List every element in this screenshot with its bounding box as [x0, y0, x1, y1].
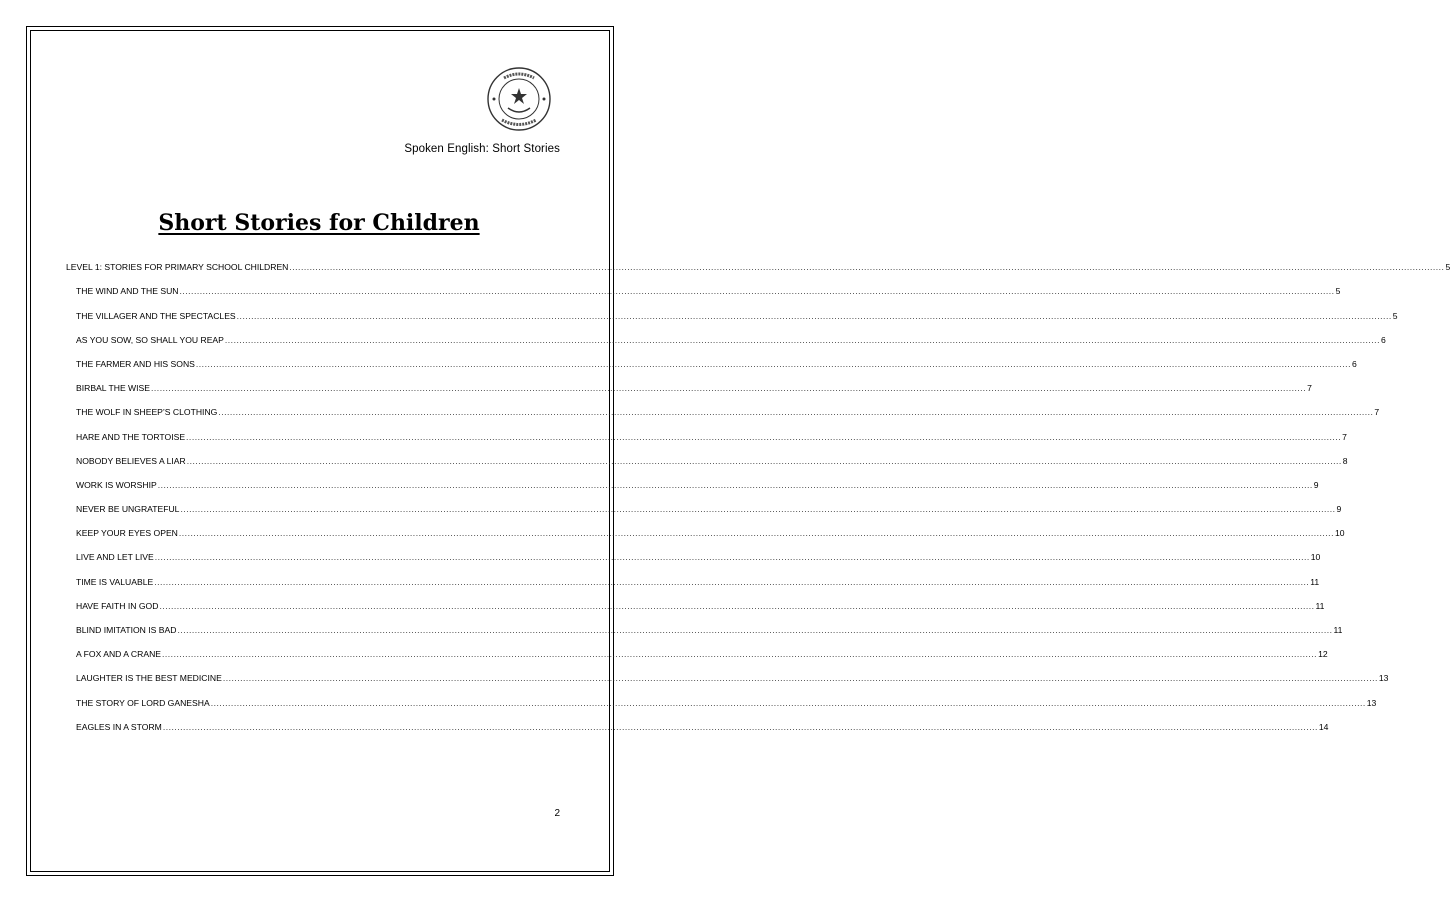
- toc-entry-label: LIVE AND LET LIVE: [76, 552, 154, 563]
- toc-dot-leader: ................................................................................................................................................................................................................................................................................................................................................................................................................: [210, 697, 1366, 708]
- toc-entry-page: 13: [1366, 697, 1377, 708]
- toc-entry-label: LAUGHTER IS THE BEST MEDICINE: [76, 673, 222, 684]
- toc-entry-page: 13: [1378, 673, 1389, 684]
- table-of-contents: [66, 250, 1450, 734]
- toc-dot-leader: ................................................................................................................................................................................................................................................................................................................................................................................................................: [162, 721, 1318, 732]
- toc-entry[interactable]: [66, 444, 1348, 468]
- page-number: 2: [554, 808, 560, 819]
- toc-entry[interactable]: [66, 274, 1341, 298]
- toc-entry[interactable]: [66, 589, 1325, 613]
- toc-entry-label: BIRBAL THE WISE: [76, 383, 151, 394]
- toc-dot-leader: ................................................................................................................................................................................................................................................................................................................................................................................................................: [154, 552, 1310, 563]
- toc-entry-page: 10: [1310, 552, 1321, 563]
- toc-dot-leader: ................................................................................................................................................................................................................................................................................................................................................................................................................: [177, 625, 1333, 635]
- toc-entry[interactable]: [66, 492, 1342, 516]
- toc-entry[interactable]: [66, 250, 1450, 274]
- toc-entry-page: 6: [1351, 358, 1357, 369]
- toc-entry-page: 6: [1380, 334, 1386, 345]
- toc-entry-label: NEVER BE UNGRATEFUL: [76, 504, 180, 515]
- toc-entry[interactable]: [66, 298, 1398, 322]
- toc-entry[interactable]: [66, 371, 1312, 395]
- toc-entry-page: 11: [1310, 576, 1320, 587]
- toc-entry-page: 10: [1334, 528, 1345, 539]
- toc-entry-label: THE VILLAGER AND THE SPECTACLES: [76, 310, 236, 321]
- toc-entry[interactable]: [66, 613, 1343, 637]
- organization-seal-logo: [486, 66, 552, 132]
- toc-dot-leader: ................................................................................................................................................................................................................................................................................................................................................................................................................: [157, 479, 1313, 490]
- toc-dot-leader: ................................................................................................................................................................................................................................................................................................................................................................................................................: [289, 262, 1445, 273]
- toc-entry-label: THE WIND AND THE SUN: [76, 286, 179, 297]
- toc-entry-label: TIME IS VALUABLE: [76, 576, 154, 587]
- toc-dot-leader: ................................................................................................................................................................................................................................................................................................................................................................................................................: [151, 383, 1307, 394]
- toc-entry-label: THE STORY OF LORD GANESHA: [76, 697, 210, 708]
- toc-entry-page: 5: [1392, 310, 1398, 321]
- toc-entry-label: KEEP YOUR EYES OPEN: [76, 528, 178, 539]
- toc-dot-leader: ................................................................................................................................................................................................................................................................................................................................................................................................................: [218, 407, 1374, 418]
- toc-entry-label: NOBODY BELIEVES A LIAR: [76, 455, 186, 466]
- toc-dot-leader: ................................................................................................................................................................................................................................................................................................................................................................................................................: [180, 504, 1336, 515]
- toc-dot-leader: ................................................................................................................................................................................................................................................................................................................................................................................................................: [236, 310, 1392, 321]
- toc-entry-label: EAGLES IN A STORM: [76, 721, 162, 732]
- toc-entry[interactable]: [66, 468, 1319, 492]
- toc-entry-page: 12: [1318, 649, 1328, 660]
- toc-dot-leader: ................................................................................................................................................................................................................................................................................................................................................................................................................: [186, 431, 1342, 442]
- toc-dot-leader: ................................................................................................................................................................................................................................................................................................................................................................................................................: [154, 576, 1310, 587]
- toc-entry[interactable]: [66, 323, 1386, 347]
- toc-entry-page: 7: [1342, 431, 1347, 442]
- toc-entry-page: 11: [1315, 600, 1325, 611]
- toc-entry-label: HARE AND THE TORTOISE: [76, 431, 186, 442]
- toc-dot-leader: ................................................................................................................................................................................................................................................................................................................................................................................................................: [222, 673, 1378, 684]
- toc-entry-page: 9: [1336, 504, 1342, 515]
- toc-entry-label: WORK IS WORSHIP: [76, 479, 157, 490]
- toc-entry[interactable]: [66, 661, 1389, 685]
- toc-entry-label: THE WOLF IN SHEEP’S CLOTHING: [76, 407, 218, 418]
- toc-entry-page: 7: [1374, 407, 1380, 418]
- toc-entry-label: THE FARMER AND HIS SONS: [76, 358, 195, 369]
- toc-dot-leader: ................................................................................................................................................................................................................................................................................................................................................................................................................: [186, 455, 1342, 466]
- toc-entry-page: 11: [1333, 625, 1343, 635]
- toc-entry-page: 14: [1318, 721, 1329, 732]
- toc-entry[interactable]: [66, 347, 1357, 371]
- toc-entry[interactable]: [66, 564, 1320, 588]
- toc-entry[interactable]: [66, 637, 1328, 661]
- toc-dot-leader: ................................................................................................................................................................................................................................................................................................................................................................................................................: [162, 649, 1318, 660]
- toc-dot-leader: ................................................................................................................................................................................................................................................................................................................................................................................................................: [179, 286, 1335, 297]
- toc-entry-page: 7: [1307, 383, 1312, 394]
- toc-entry-label: A FOX AND A CRANE: [76, 649, 162, 660]
- toc-entry[interactable]: [66, 540, 1321, 564]
- page-title: Short Stories for Children: [158, 210, 480, 236]
- toc-dot-leader: ................................................................................................................................................................................................................................................................................................................................................................................................................: [195, 358, 1351, 369]
- toc-entry-page: 5: [1335, 286, 1341, 297]
- toc-entry-label: LEVEL 1: STORIES FOR PRIMARY SCHOOL CHILDREN: [66, 262, 289, 273]
- toc-entry-label: AS YOU SOW, SO SHALL YOU REAP: [76, 334, 224, 345]
- toc-entry[interactable]: [66, 419, 1347, 443]
- running-header: Spoken English: Short Stories: [404, 143, 560, 155]
- toc-entry-page: 9: [1313, 479, 1319, 490]
- toc-dot-leader: ................................................................................................................................................................................................................................................................................................................................................................................................................: [178, 528, 1334, 539]
- toc-dot-leader: ................................................................................................................................................................................................................................................................................................................................................................................................................: [224, 334, 1380, 345]
- toc-entry[interactable]: [66, 516, 1345, 540]
- toc-entry-label: HAVE FAITH IN GOD: [76, 600, 159, 611]
- toc-dot-leader: ................................................................................................................................................................................................................................................................................................................................................................................................................: [159, 600, 1315, 611]
- toc-entry-label: BLIND IMITATION IS BAD: [76, 625, 177, 635]
- toc-entry[interactable]: [66, 710, 1329, 734]
- toc-entry[interactable]: [66, 395, 1380, 419]
- toc-entry-page: 8: [1342, 455, 1348, 466]
- toc-entry-page: 5: [1445, 262, 1450, 273]
- toc-entry[interactable]: [66, 685, 1377, 709]
